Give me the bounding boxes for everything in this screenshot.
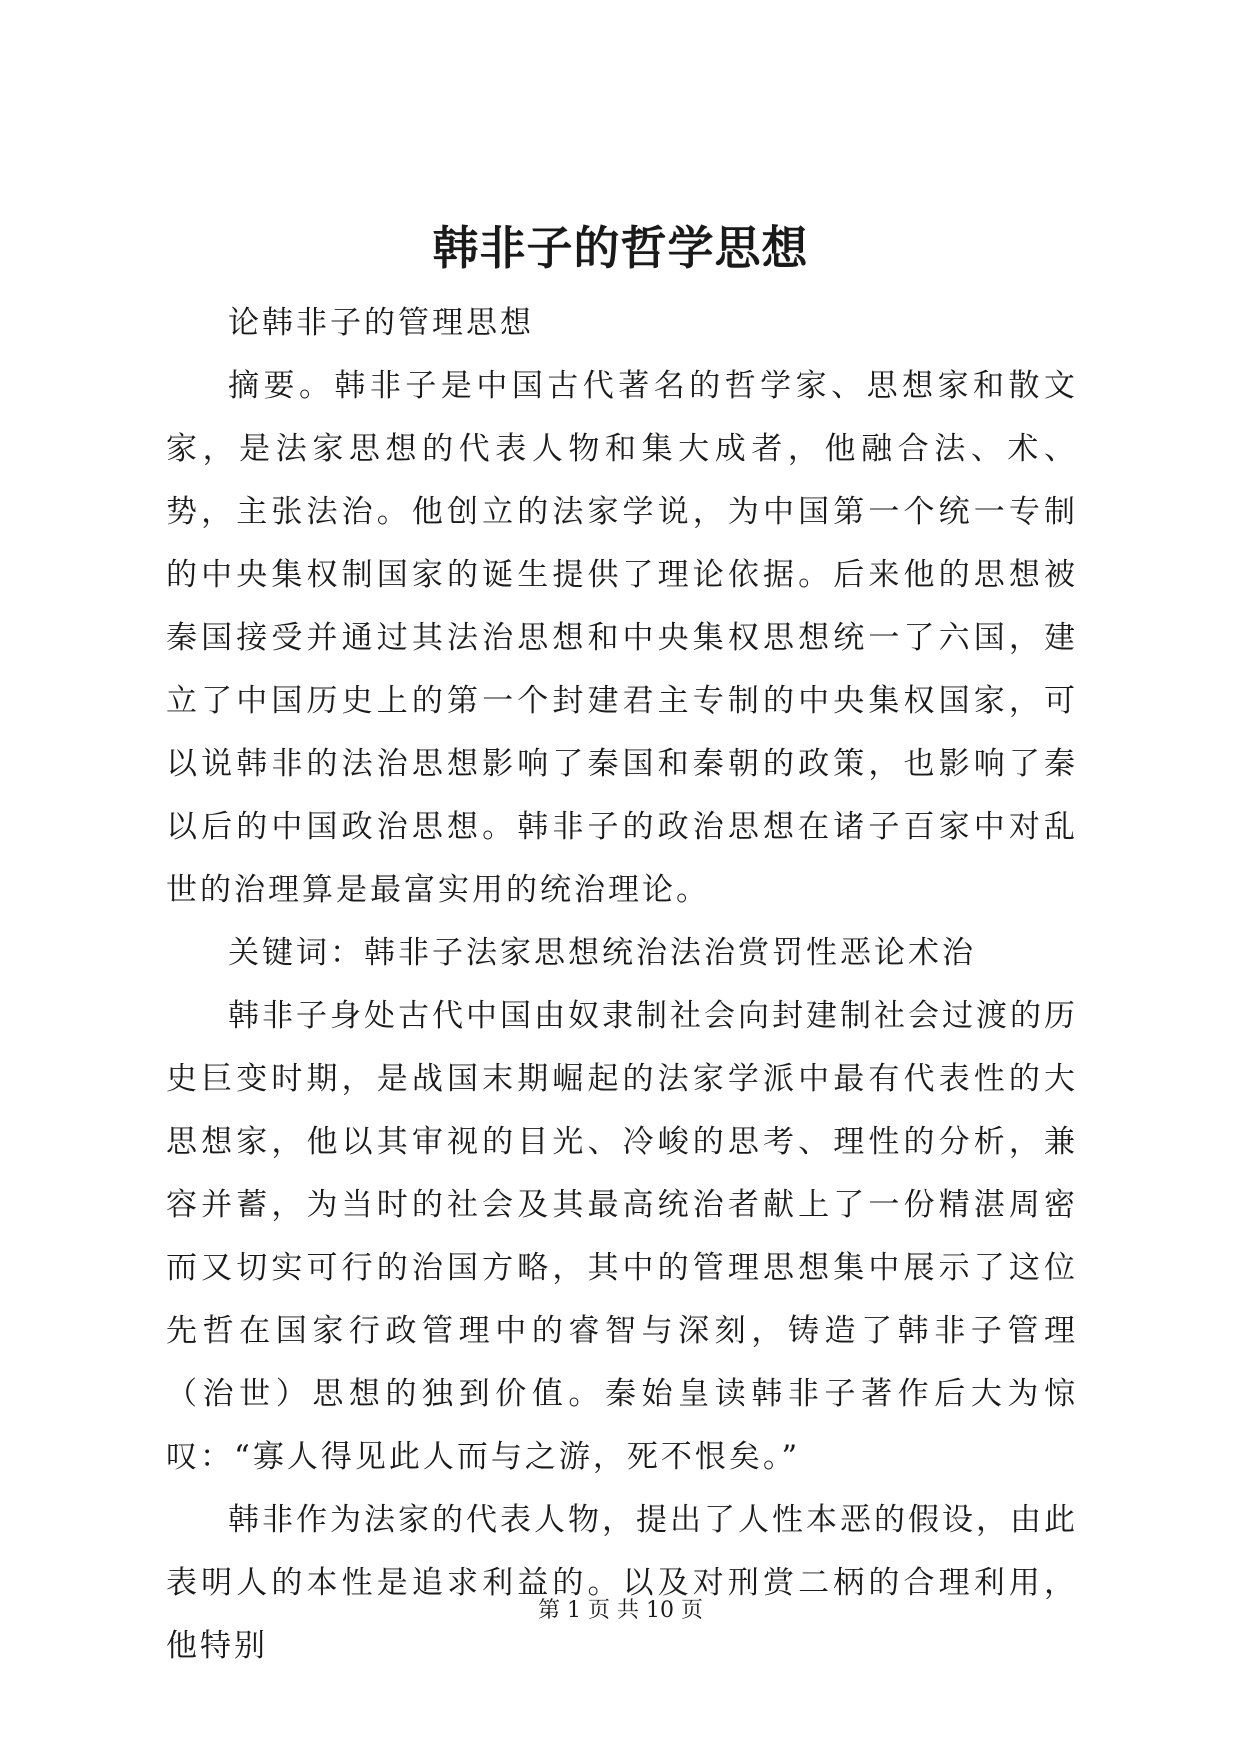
page-number-footer: 第 1 页 共 10 页	[538, 1598, 703, 1623]
subtitle-paragraph: 论韩非子的管理思想	[228, 305, 534, 341]
body-paragraph: 韩非子身处古代中国由奴隶制社会向封建制社会过渡的历史巨变时期，是战国末期崛起的法家学派中最有代表性的大思想家，他以其审视的目光、冷峻的思考、理性的分析，兼容并蓄，为当时的社会及其最高统治者献上了一份精湛周密而又切实可行的治国方略，其中的管理思想集中展示了这位先哲在国家行政管理中的睿智与深刻，铸造了韩非子管理（治世）思想的独到价值。秦始皇读韩非子著作后大为惊叹：“寡人得见此人而与之游，死不恨矣。”	[166, 998, 1078, 1475]
body-paragraph: 韩非作为法家的代表人物，提出了人性本恶的假设，由此表明人的本性是追求利益的。以及对刑赏二柄的合理利用，他特别	[166, 1502, 1078, 1664]
document-title: 韩非子的哲学思想	[432, 221, 809, 275]
keywords-paragraph: 关键词：韩非子法家思想统治法治赏罚性恶论术治	[228, 935, 976, 971]
document-body	[166, 292, 1078, 1678]
abstract-paragraph: 摘要。韩非子是中国古代著名的哲学家、思想家和散文家，是法家思想的代表人物和集大成者，他融合法、术、势，主张法治。他创立的法家学说，为中国第一个统一专制的中央集权制国家的诞生提供了理论依据。后来他的思想被秦国接受并通过其法治思想和中央集权思想统一了六国，建立了中国历史上的第一个封建君主专制的中央集权国家，可以说韩非的法治思想影响了秦国和秦朝的政策，也影响了秦以后的中国政治思想。韩非子的政治思想在诸子百家中对乱世的治理算是最富实用的统治理论。	[166, 368, 1078, 908]
